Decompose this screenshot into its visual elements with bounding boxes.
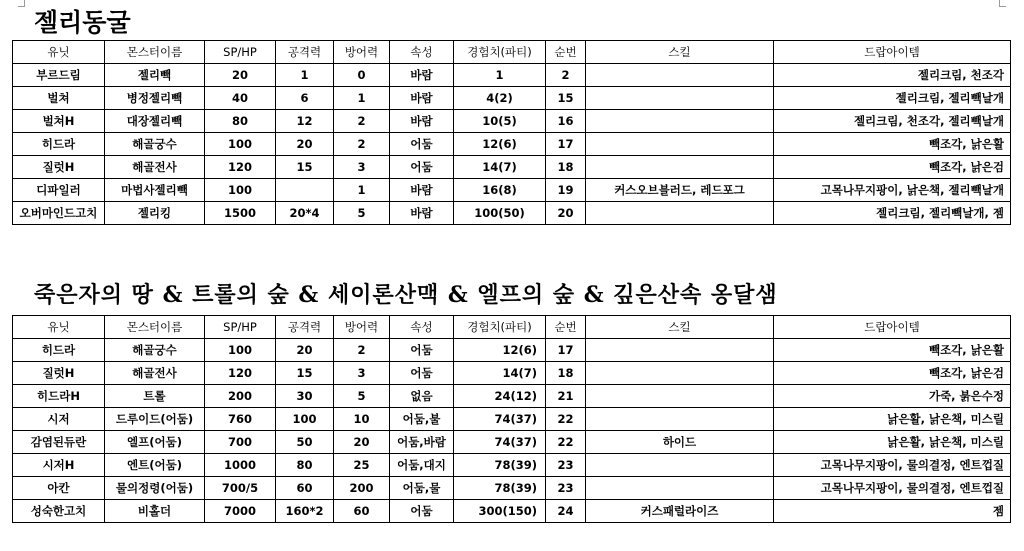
monster-name-cell: 해골전사 — [105, 156, 205, 179]
sp-hp-cell: 700/5 — [205, 477, 276, 500]
sp-hp-cell: 40 — [205, 87, 276, 110]
unit-cell: 부르드림 — [13, 64, 105, 87]
attribute-cell: 어둠 — [390, 362, 454, 385]
monster-table-dead-land-etc — [12, 315, 1011, 523]
exp-cell: 100(50) — [454, 202, 546, 225]
drop-items-cell: 젤리크림, 천조각, 젤리빽날개 — [774, 110, 1011, 133]
table-row — [13, 362, 1011, 385]
column-header-skill: 스킬 — [586, 316, 774, 339]
attack-cell: 6 — [276, 87, 334, 110]
sp-hp-cell: 200 — [205, 385, 276, 408]
attribute-cell: 어둠 — [390, 500, 454, 523]
attack-cell: 80 — [276, 454, 334, 477]
table-row — [13, 431, 1011, 454]
exp-cell: 1 — [454, 64, 546, 87]
table-row — [13, 87, 1011, 110]
unit-cell: 벌쳐H — [13, 110, 105, 133]
attack-cell: 20 — [276, 133, 334, 156]
attack-cell: 1 — [276, 64, 334, 87]
skill-cell — [586, 339, 774, 362]
table-row — [13, 202, 1011, 225]
monster-name-cell: 대장젤리빽 — [105, 110, 205, 133]
defense-cell: 1 — [334, 179, 390, 202]
drop-items-cell: 젬 — [774, 500, 1011, 523]
sp-hp-cell: 80 — [205, 110, 276, 133]
unit-cell: 시저 — [13, 408, 105, 431]
order-cell: 18 — [546, 156, 586, 179]
drop-items-cell: 젤리크림, 젤리빽날개, 젬 — [774, 202, 1011, 225]
skill-cell: 커스오브블러드, 레드포그 — [586, 179, 774, 202]
sp-hp-cell: 100 — [205, 179, 276, 202]
defense-cell: 10 — [334, 408, 390, 431]
attribute-cell: 어둠 — [390, 339, 454, 362]
sp-hp-cell: 120 — [205, 362, 276, 385]
order-cell: 15 — [546, 87, 586, 110]
attack-cell: 20 — [276, 339, 334, 362]
monster-name-cell: 해골궁수 — [105, 339, 205, 362]
column-header-attack: 공격력 — [276, 41, 334, 64]
table-header-row — [13, 41, 1011, 64]
monster-name-cell: 엘프(어둠) — [105, 431, 205, 454]
exp-cell: 78(39) — [454, 454, 546, 477]
drop-items-cell: 고목나무지팡이, 물의결정, 엔트껍질 — [774, 477, 1011, 500]
order-cell: 23 — [546, 454, 586, 477]
attack-cell: 30 — [276, 385, 334, 408]
drop-items-cell: 빽조각, 낡은검 — [774, 362, 1011, 385]
exp-cell: 74(37) — [454, 408, 546, 431]
column-header-attack: 공격력 — [276, 316, 334, 339]
order-cell: 22 — [546, 431, 586, 454]
attribute-cell: 바람 — [390, 87, 454, 110]
exp-cell: 14(7) — [454, 156, 546, 179]
table-header-row — [13, 316, 1011, 339]
attack-cell: 15 — [276, 156, 334, 179]
column-header-drop-items: 드랍아이템 — [774, 316, 1011, 339]
defense-cell: 0 — [334, 64, 390, 87]
column-header-drop-items: 드랍아이템 — [774, 41, 1011, 64]
sp-hp-cell: 1000 — [205, 454, 276, 477]
unit-cell: 시저H — [13, 454, 105, 477]
drop-items-cell: 빽조각, 낡은활 — [774, 339, 1011, 362]
unit-cell: 히드라 — [13, 339, 105, 362]
table-row — [13, 156, 1011, 179]
skill-cell — [586, 87, 774, 110]
column-header-monster-name: 몬스터이름 — [105, 41, 205, 64]
column-header-unit: 유닛 — [13, 41, 105, 64]
sp-hp-cell: 100 — [205, 339, 276, 362]
column-header-defense: 방어력 — [334, 316, 390, 339]
order-cell: 2 — [546, 64, 586, 87]
unit-cell: 질럿H — [13, 156, 105, 179]
sp-hp-cell: 760 — [205, 408, 276, 431]
exp-cell: 10(5) — [454, 110, 546, 133]
skill-cell — [586, 477, 774, 500]
column-header-order: 순번 — [546, 41, 586, 64]
drop-items-cell: 젤리크림, 젤리빽날개 — [774, 87, 1011, 110]
unit-cell: 아칸 — [13, 477, 105, 500]
drop-items-cell: 고목나무지팡이, 물의결정, 엔트껍질 — [774, 454, 1011, 477]
attack-cell: 60 — [276, 477, 334, 500]
attack-cell: 20*4 — [276, 202, 334, 225]
skill-cell — [586, 133, 774, 156]
defense-cell: 5 — [334, 385, 390, 408]
monster-name-cell: 젤리빽 — [105, 64, 205, 87]
monster-name-cell: 트롤 — [105, 385, 205, 408]
defense-cell: 2 — [334, 110, 390, 133]
attribute-cell: 어둠 — [390, 156, 454, 179]
skill-cell — [586, 202, 774, 225]
table-row — [13, 339, 1011, 362]
skill-cell — [586, 408, 774, 431]
monster-name-cell: 해골전사 — [105, 362, 205, 385]
unit-cell: 오버마인드고치 — [13, 202, 105, 225]
table-row — [13, 477, 1011, 500]
attribute-cell: 어둠,바람 — [390, 431, 454, 454]
exp-cell: 24(12) — [454, 385, 546, 408]
defense-cell: 60 — [334, 500, 390, 523]
sp-hp-cell: 700 — [205, 431, 276, 454]
defense-cell: 3 — [334, 362, 390, 385]
attack-cell: 15 — [276, 362, 334, 385]
unit-cell: 디파일러 — [13, 179, 105, 202]
attribute-cell: 바람 — [390, 202, 454, 225]
exp-cell: 14(7) — [454, 362, 546, 385]
table-row — [13, 133, 1011, 156]
monster-name-cell: 해골궁수 — [105, 133, 205, 156]
monster-name-cell: 병정젤리빽 — [105, 87, 205, 110]
attribute-cell: 어둠,대지 — [390, 454, 454, 477]
attack-cell: 160*2 — [276, 500, 334, 523]
column-header-sp-hp: SP/HP — [205, 316, 276, 339]
monster-name-cell: 젤리킹 — [105, 202, 205, 225]
attribute-cell: 어둠,불 — [390, 408, 454, 431]
unit-cell: 감염된듀란 — [13, 431, 105, 454]
attribute-cell: 바람 — [390, 110, 454, 133]
page-corner-mark-right — [999, 0, 1006, 7]
order-cell: 17 — [546, 339, 586, 362]
monster-name-cell: 물의정령(어둠) — [105, 477, 205, 500]
table-row — [13, 385, 1011, 408]
column-header-exp: 경험치(파티) — [454, 316, 546, 339]
defense-cell: 200 — [334, 477, 390, 500]
drop-items-cell: 빽조각, 낡은활 — [774, 133, 1011, 156]
exp-cell: 300(150) — [454, 500, 546, 523]
order-cell: 19 — [546, 179, 586, 202]
order-cell: 17 — [546, 133, 586, 156]
column-header-attribute: 속성 — [390, 316, 454, 339]
order-cell: 21 — [546, 385, 586, 408]
sp-hp-cell: 20 — [205, 64, 276, 87]
attribute-cell: 어둠,물 — [390, 477, 454, 500]
monster-name-cell: 엔트(어둠) — [105, 454, 205, 477]
drop-items-cell: 빽조각, 낡은검 — [774, 156, 1011, 179]
exp-cell: 74(37) — [454, 431, 546, 454]
attack-cell: 50 — [276, 431, 334, 454]
order-cell: 24 — [546, 500, 586, 523]
attack-cell: 100 — [276, 408, 334, 431]
skill-cell — [586, 362, 774, 385]
drop-items-cell: 낡은활, 낡은책, 미스릴 — [774, 431, 1011, 454]
exp-cell: 12(6) — [454, 133, 546, 156]
defense-cell: 20 — [334, 431, 390, 454]
sp-hp-cell: 100 — [205, 133, 276, 156]
column-header-order: 순번 — [546, 316, 586, 339]
column-header-sp-hp: SP/HP — [205, 41, 276, 64]
defense-cell: 25 — [334, 454, 390, 477]
attribute-cell: 바람 — [390, 179, 454, 202]
order-cell: 16 — [546, 110, 586, 133]
exp-cell: 16(8) — [454, 179, 546, 202]
order-cell: 20 — [546, 202, 586, 225]
unit-cell: 질럿H — [13, 362, 105, 385]
exp-cell: 12(6) — [454, 339, 546, 362]
monster-name-cell: 드루이드(어둠) — [105, 408, 205, 431]
column-header-attribute: 속성 — [390, 41, 454, 64]
table-row — [13, 179, 1011, 202]
section-title-jelly-cave: 젤리동굴 — [34, 8, 131, 37]
unit-cell: 히드라 — [13, 133, 105, 156]
monster-name-cell: 마법사젤리빽 — [105, 179, 205, 202]
order-cell: 23 — [546, 477, 586, 500]
exp-cell: 4(2) — [454, 87, 546, 110]
skill-cell — [586, 454, 774, 477]
skill-cell — [586, 385, 774, 408]
unit-cell: 성숙한고치 — [13, 500, 105, 523]
drop-items-cell: 가죽, 붉은수정 — [774, 385, 1011, 408]
defense-cell: 5 — [334, 202, 390, 225]
skill-cell — [586, 110, 774, 133]
table-row — [13, 454, 1011, 477]
monster-name-cell: 비홀더 — [105, 500, 205, 523]
table-row — [13, 110, 1011, 133]
column-header-unit: 유닛 — [13, 316, 105, 339]
defense-cell: 1 — [334, 87, 390, 110]
order-cell: 22 — [546, 408, 586, 431]
attribute-cell: 없음 — [390, 385, 454, 408]
attribute-cell: 어둠 — [390, 133, 454, 156]
attack-cell — [276, 179, 334, 202]
attribute-cell: 바람 — [390, 64, 454, 87]
defense-cell: 3 — [334, 156, 390, 179]
table-row — [13, 408, 1011, 431]
table-row — [13, 64, 1011, 87]
attack-cell: 12 — [276, 110, 334, 133]
skill-cell: 커스패럴라이즈 — [586, 500, 774, 523]
unit-cell: 벌쳐 — [13, 87, 105, 110]
sp-hp-cell: 7000 — [205, 500, 276, 523]
drop-items-cell: 낡은활, 낡은책, 미스릴 — [774, 408, 1011, 431]
defense-cell: 2 — [334, 133, 390, 156]
column-header-exp: 경험치(파티) — [454, 41, 546, 64]
column-header-defense: 방어력 — [334, 41, 390, 64]
column-header-skill: 스킬 — [586, 41, 774, 64]
section-title-dead-land-etc: 죽은자의 땅 & 트롤의 숲 & 세이론산맥 & 엘프의 숲 & 깊은산속 옹달샘 — [34, 282, 778, 308]
sp-hp-cell: 1500 — [205, 202, 276, 225]
skill-cell — [586, 64, 774, 87]
skill-cell: 하이드 — [586, 431, 774, 454]
unit-cell: 히드라H — [13, 385, 105, 408]
defense-cell: 2 — [334, 339, 390, 362]
page-corner-mark-left — [18, 0, 25, 7]
sp-hp-cell: 120 — [205, 156, 276, 179]
skill-cell — [586, 156, 774, 179]
drop-items-cell: 젤리크림, 천조각 — [774, 64, 1011, 87]
monster-table-jelly-cave — [12, 40, 1011, 225]
table-row — [13, 500, 1011, 523]
order-cell: 18 — [546, 362, 586, 385]
exp-cell: 78(39) — [454, 477, 546, 500]
drop-items-cell: 고목나무지팡이, 낡은책, 젤리빽날개 — [774, 179, 1011, 202]
column-header-monster-name: 몬스터이름 — [105, 316, 205, 339]
